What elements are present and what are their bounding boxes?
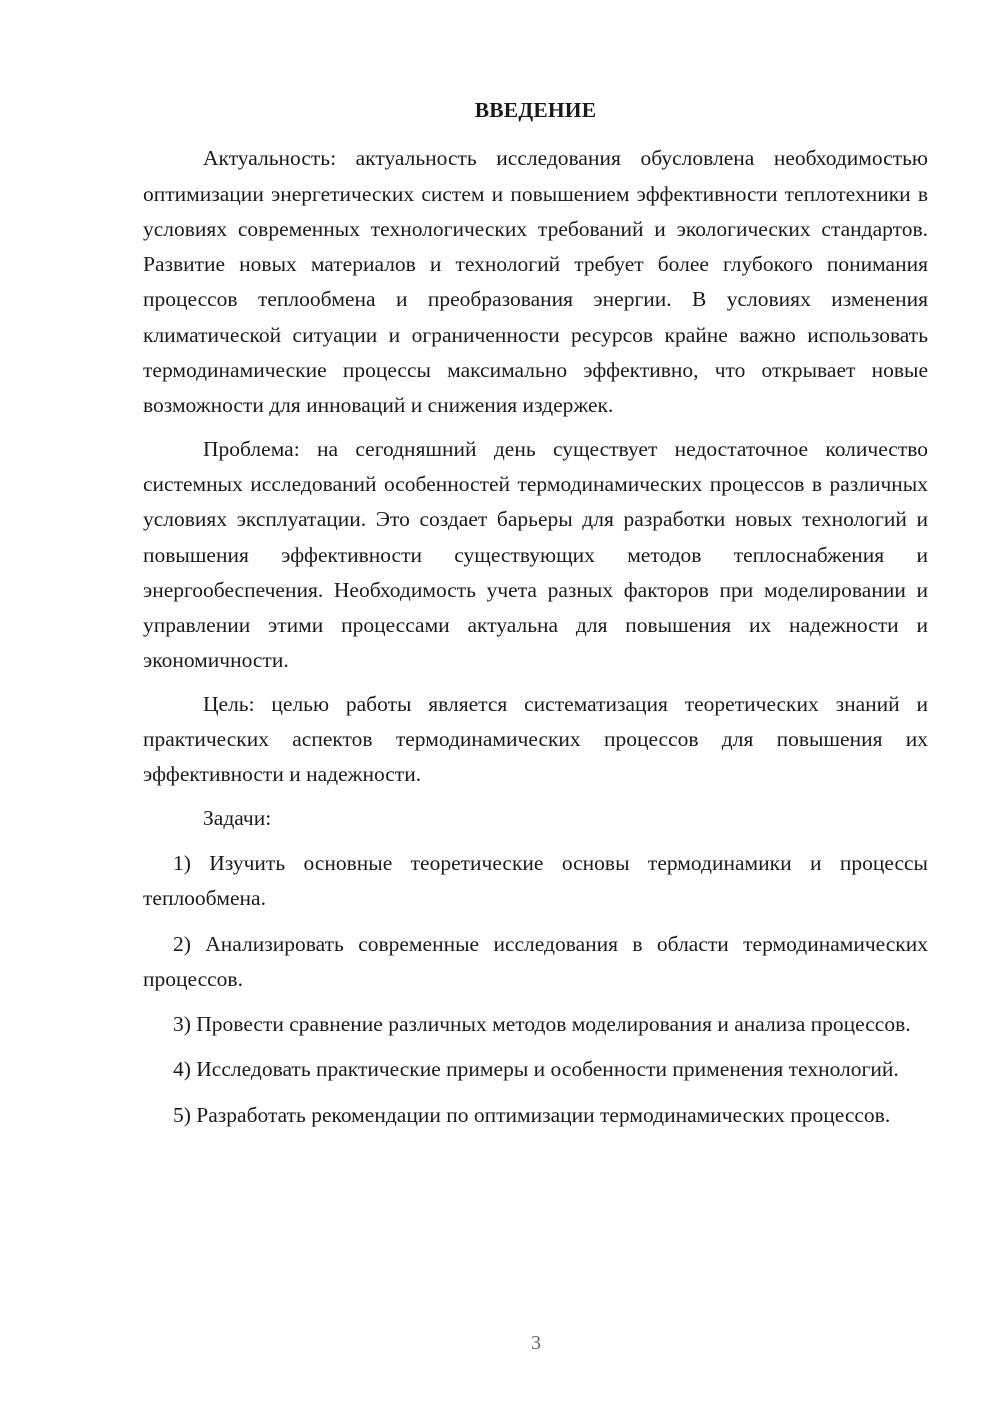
section-heading: ВВЕДЕНИЕ bbox=[474, 98, 597, 122]
task-item-5: 5) Разработать рекомендации по оптимизации термодинамических процессов. bbox=[173, 1102, 891, 1127]
task-item-4: 4) Исследовать практические примеры и особенности применения технологий. bbox=[173, 1057, 899, 1082]
tasks-label: Задачи: bbox=[203, 805, 272, 830]
page-content bbox=[143, 93, 928, 1143]
task-item-2: 2) Анализировать современные исследования в области термодинамических процессов. bbox=[143, 931, 928, 991]
task-item-1: 1) Изучить основные теоретические основы термодинамики и процессы теплообмена. bbox=[143, 850, 928, 911]
paragraph-goal: Цель: целью работы является систематизация теоретических знаний и практических аспектов термодинамических процессов для повышения их эффективности и надежности. bbox=[143, 691, 928, 787]
task-item-3: 3) Провести сравнение различных методов моделирования и анализа процессов. bbox=[173, 1012, 911, 1037]
paragraph-problem: Проблема: на сегодняшний день существует недостаточное количество системных исследований особенностей термодинамических процессов в различных условиях эксплуатации. Это создает барьеры для разработки новых технологий и повышения эффективности существующих методов теплоснабжения и энергообеспечения. Необходимость учета разных факторов при моделировании и управлении этими процессами актуальна для повышения их надежности и экономичности. bbox=[143, 436, 928, 673]
paragraph-relevance: Актуальность: актуальность исследования обусловлена необходимостью оптимизации энергетических систем и повышением эффективности теплотехники в условиях современных технологических требований и экологических стандартов. Развитие новых материалов и технологий требует более глубокого понимания процессов теплообмена и преобразования энергии. В условиях изменения климатической ситуации и ограниченности ресурсов крайне важно использовать термодинамические процессы максимально эффективно, что открывает новые возможности для инноваций и снижения издержек. bbox=[143, 146, 928, 418]
page-number: 3 bbox=[531, 1332, 541, 1354]
task-list bbox=[143, 846, 928, 1133]
